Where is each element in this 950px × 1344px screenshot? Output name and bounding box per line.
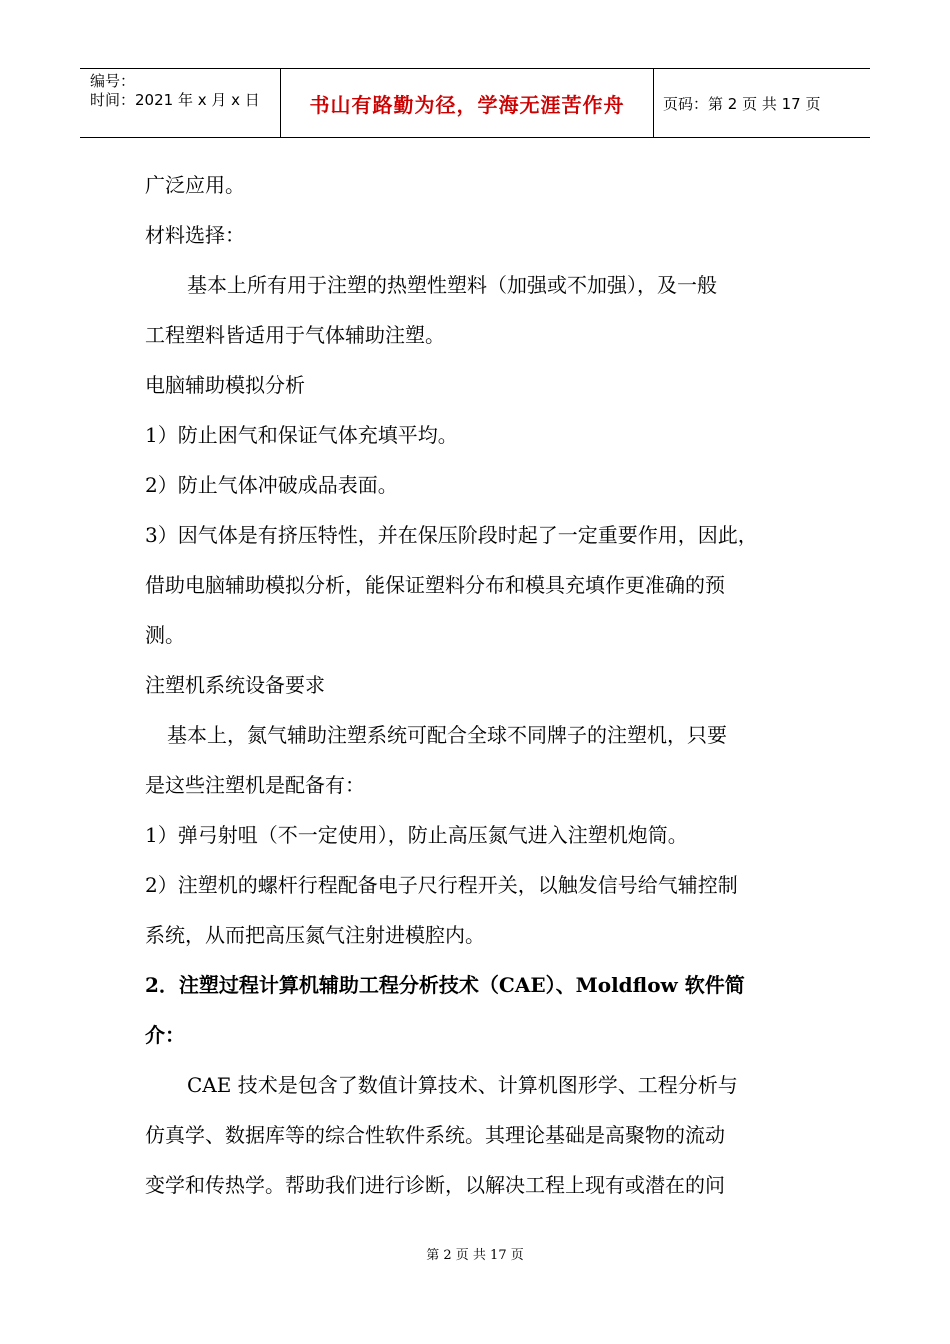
header-motto: 书山有路勤为径，学海无涯苦作舟: [309, 92, 625, 117]
body-line: 仿真学、数据库等的综合性软件系统。其理论基础是高聚物的流动: [145, 1123, 725, 1147]
header-page-label: 页码：第 2 页 共 17 页: [663, 94, 821, 113]
document-number-label: 编号：: [90, 72, 136, 90]
header-page-cell: [654, 69, 870, 137]
document-header: [80, 68, 870, 138]
section-heading: 注塑机系统设备要求: [145, 673, 325, 697]
document-body: [145, 160, 825, 1210]
page-footer: 第 2 页 共 17 页: [426, 1248, 524, 1263]
list-item: 3）因气体是有挤压特性，并在保压阶段时起了一定重要作用，因此，: [145, 523, 758, 547]
body-line: 工程塑料皆适用于气体辅助注塑。: [145, 323, 445, 347]
body-line: 系统，从而把高压氮气注射进模腔内。: [145, 923, 485, 947]
numbered-heading: 介：: [145, 1023, 185, 1047]
body-line: 测。: [145, 623, 185, 647]
list-item: 1）弹弓射咀（不一定使用），防止高压氮气进入注塑机炮筒。: [145, 823, 688, 847]
body-line: 变学和传热学。帮助我们进行诊断，以解决工程上现有或潜在的问: [145, 1173, 725, 1197]
header-meta: [80, 69, 281, 137]
body-line: 借助电脑辅助模拟分析，能保证塑料分布和模具充填作更准确的预: [145, 573, 725, 597]
body-line: 是这些注塑机是配备有：: [145, 773, 365, 797]
document-time-label: 时间：2021 年 x 月 x 日: [90, 91, 260, 109]
list-item: 2）注塑机的螺杆行程配备电子尺行程开关，以触发信号给气辅控制: [145, 873, 738, 897]
body-line: 基本上，氮气辅助注塑系统可配合全球不同牌子的注塑机，只要: [167, 723, 727, 747]
body-line: 基本上所有用于注塑的热塑性塑料（加强或不加强），及一般: [187, 273, 717, 297]
header-motto-cell: [281, 69, 654, 137]
section-heading: 材料选择：: [145, 223, 245, 247]
body-line: CAE 技术是包含了数值计算技术、计算机图形学、工程分析与: [187, 1073, 738, 1097]
body-line: 广泛应用。: [145, 173, 245, 197]
numbered-heading: 2．注塑过程计算机辅助工程分析技术（CAE）、Moldflow 软件简: [145, 973, 745, 997]
section-heading: 电脑辅助模拟分析: [145, 373, 305, 397]
list-item: 2）防止气体冲破成品表面。: [145, 473, 398, 497]
list-item: 1）防止困气和保证气体充填平均。: [145, 423, 458, 447]
